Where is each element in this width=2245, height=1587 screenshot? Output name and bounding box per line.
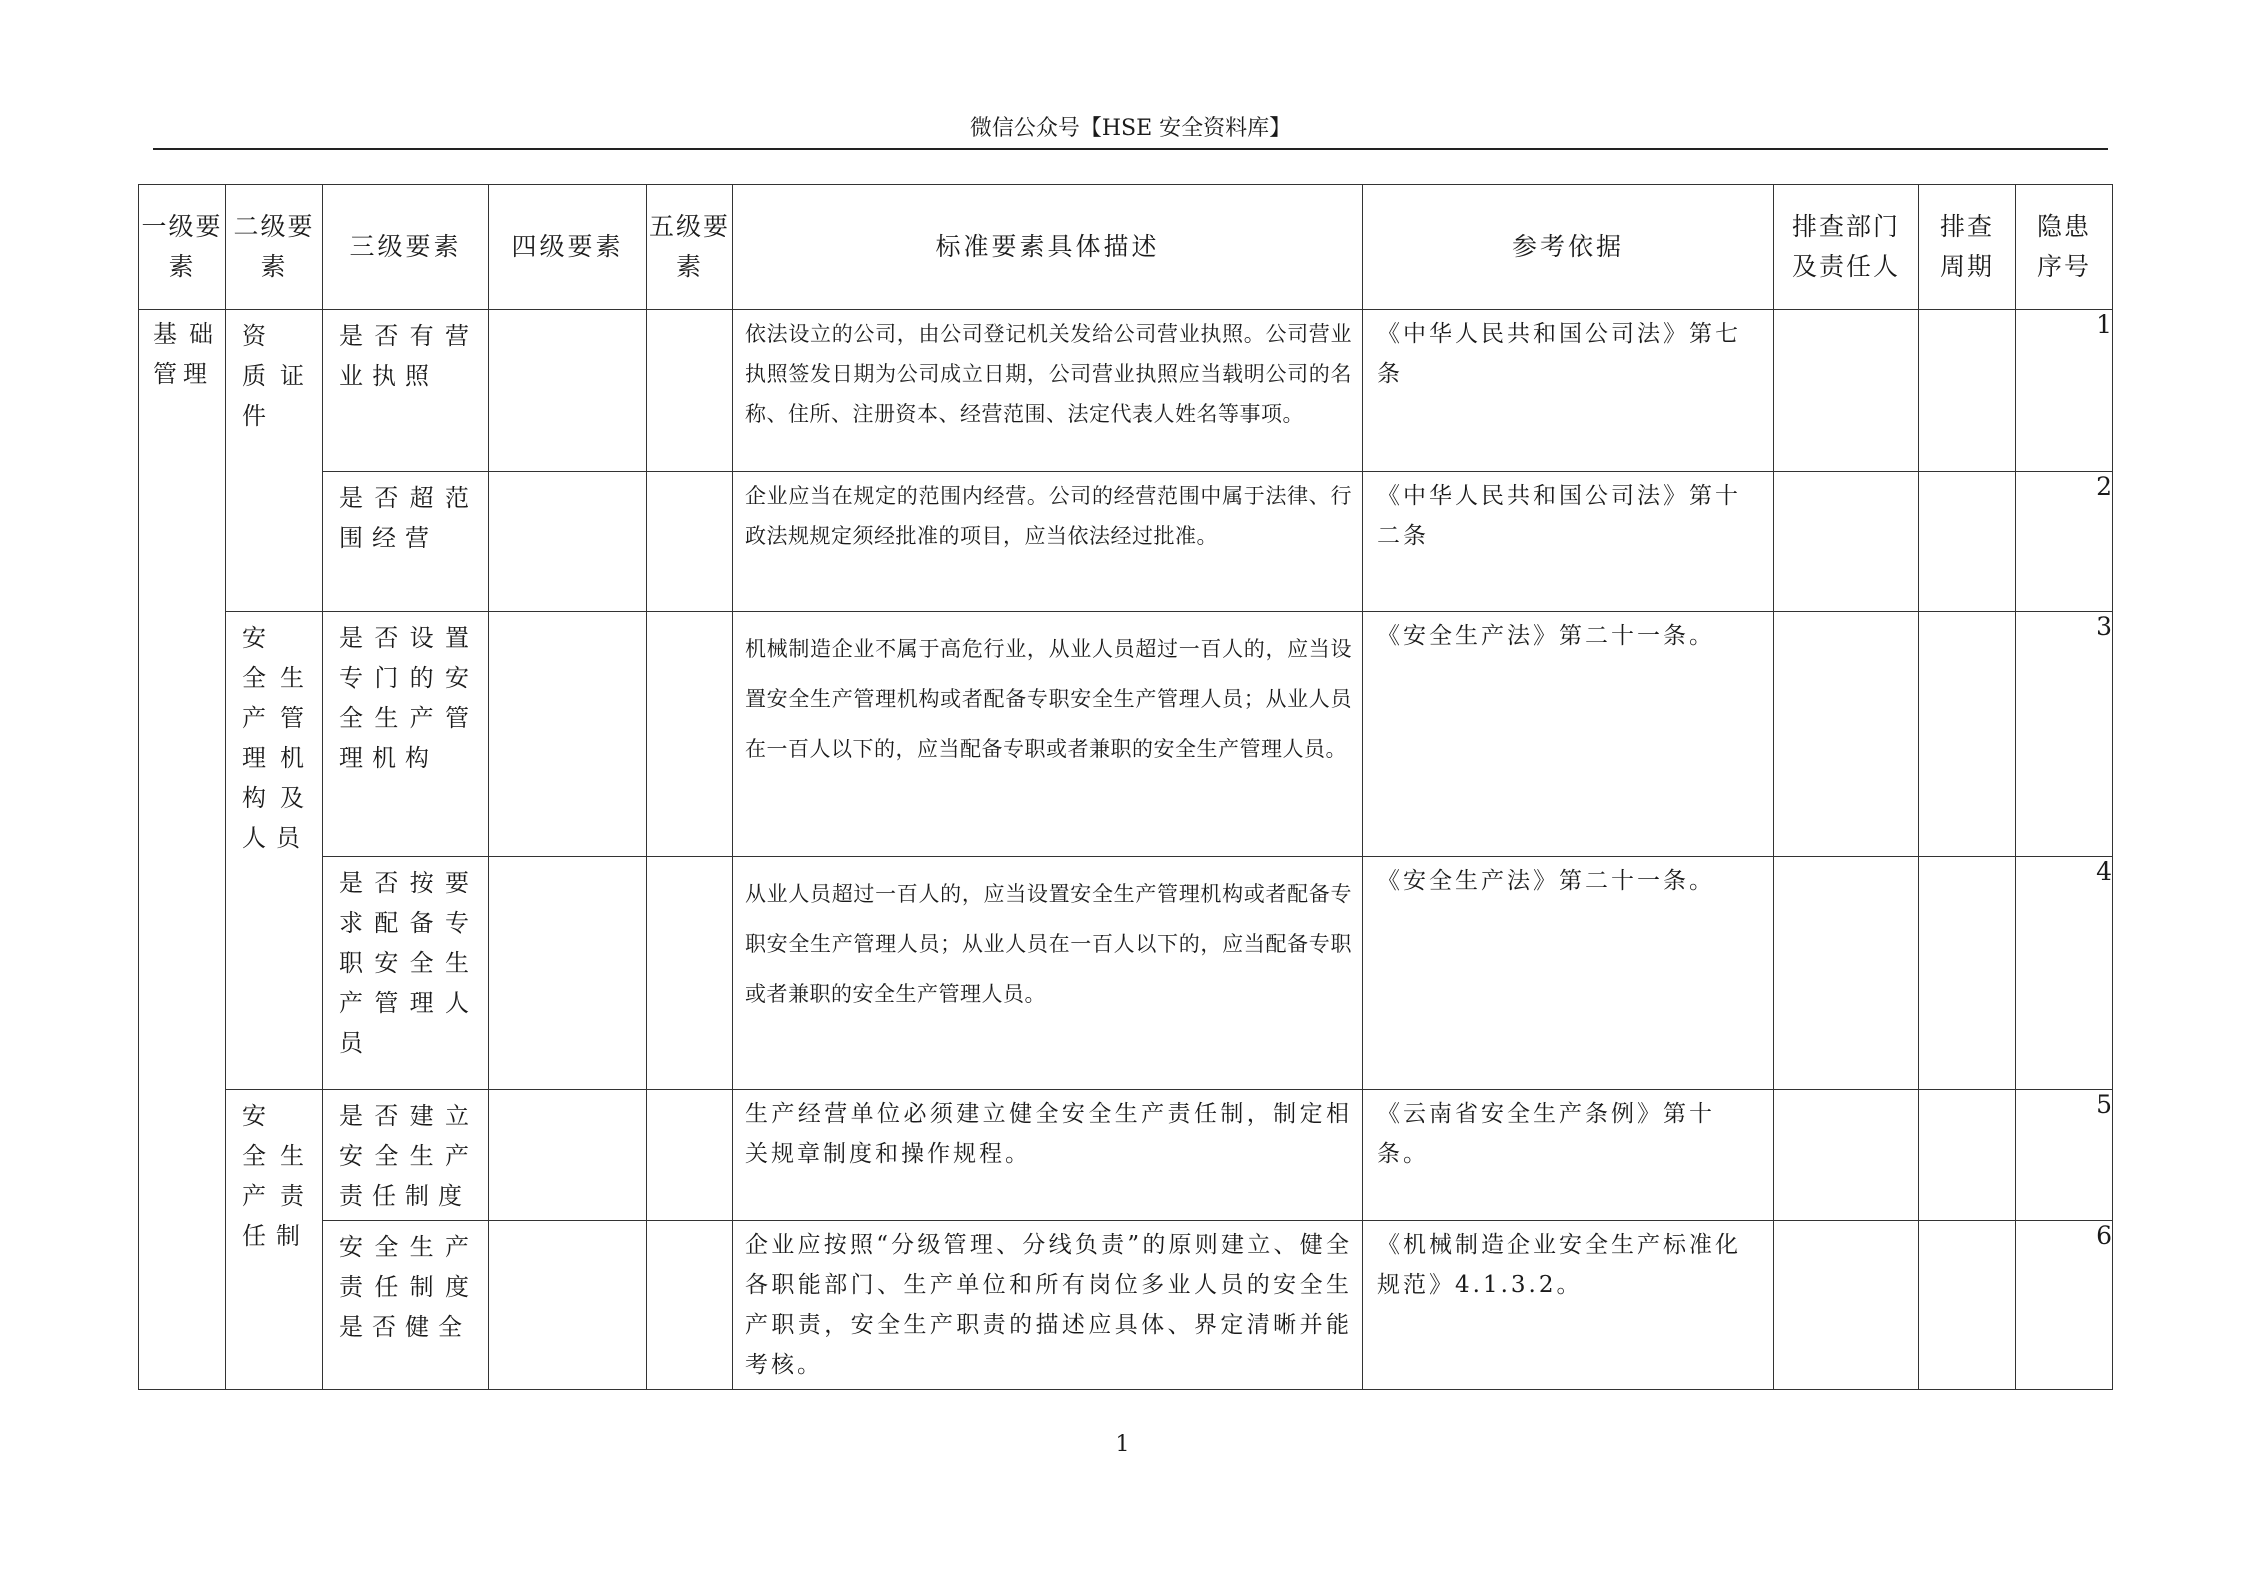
level3-cell xyxy=(323,612,489,857)
level5-cell xyxy=(647,1090,733,1221)
page-number: 1 xyxy=(1115,1432,1130,1457)
reference-text: 《云南省安全生产条例》第十条。 xyxy=(1377,1101,1715,1167)
header-description: 标准要素具体描述 xyxy=(733,185,1363,310)
level3-text: 是否建立安全生产责任制度 xyxy=(339,1102,478,1210)
level4-cell xyxy=(489,1221,647,1390)
level5-cell xyxy=(647,310,733,472)
inspection-table xyxy=(138,184,2113,1390)
level4-cell xyxy=(489,857,647,1090)
description-cell xyxy=(733,612,1363,857)
description-text: 企业应按照“分级管理、分线负责”的原则建立、健全各职能部门、生产单位和所有岗位多业人员的安全生产职责，安全生产职责的描述应具体、界定清晰并能考核。 xyxy=(745,1232,1352,1378)
level2-cell xyxy=(226,1090,323,1390)
level2-cell xyxy=(226,612,323,1090)
period-cell xyxy=(1919,472,2016,612)
header-rule xyxy=(153,148,2108,150)
header-reference: 参考依据 xyxy=(1363,185,1774,310)
description-cell xyxy=(733,1090,1363,1221)
page-header: 微信公众号【HSE 安全资料库】 xyxy=(969,116,1292,141)
description-cell xyxy=(733,1221,1363,1390)
reference-text: 《安全生产法》第二十一条。 xyxy=(1377,623,1715,649)
period-cell xyxy=(1919,857,2016,1090)
hazard-number: 1 xyxy=(2016,310,2113,472)
period-cell xyxy=(1919,612,2016,857)
level3-cell xyxy=(323,1221,489,1390)
reference-text: 《中华人民共和国公司法》第十二条 xyxy=(1377,483,1741,549)
level3-text: 是否按要求配备专职安全生产管理人员 xyxy=(339,869,478,1057)
level4-cell xyxy=(489,612,647,857)
level2-text: 安 全生 产责 任制 xyxy=(242,1102,314,1250)
hazard-number: 2 xyxy=(2016,472,2113,612)
level5-cell xyxy=(647,857,733,1090)
level1-text: 基础管理 xyxy=(153,320,219,388)
level2-cell xyxy=(226,310,323,612)
hazard-number: 3 xyxy=(2016,612,2113,857)
reference-text: 《安全生产法》第二十一条。 xyxy=(1377,868,1715,894)
description-text: 从业人员超过一百人的，应当设置安全生产管理机构或者配备专职安全生产管理人员；从业人员在一百人以下的，应当配备专职或者兼职的安全生产管理人员。 xyxy=(745,882,1352,1006)
period-cell xyxy=(1919,1221,2016,1390)
hazard-number: 5 xyxy=(2016,1090,2113,1221)
reference-text: 《中华人民共和国公司法》第七条 xyxy=(1377,321,1741,387)
period-cell xyxy=(1919,1090,2016,1221)
level2-text: 资 质证件 xyxy=(242,322,314,430)
level5-cell xyxy=(647,612,733,857)
dept-cell xyxy=(1774,1221,1919,1390)
level3-cell xyxy=(323,310,489,472)
description-cell xyxy=(733,472,1363,612)
description-cell xyxy=(733,857,1363,1090)
hazard-number: 6 xyxy=(2016,1221,2113,1390)
dept-cell xyxy=(1774,612,1919,857)
level3-cell xyxy=(323,857,489,1090)
level4-cell xyxy=(489,1090,647,1221)
reference-text: 《机械制造企业安全生产标准化规范》4.1.3.2。 xyxy=(1377,1232,1741,1298)
table-row xyxy=(139,1090,2113,1221)
period-cell xyxy=(1919,310,2016,472)
dept-cell xyxy=(1774,1090,1919,1221)
header-period: 排查周期 xyxy=(1919,185,2016,310)
level5-cell xyxy=(647,1221,733,1390)
header-level3: 三级要素 xyxy=(323,185,489,310)
hazard-number: 4 xyxy=(2016,857,2113,1090)
description-text: 生产经营单位必须建立健全安全生产责任制，制定相关规章制度和操作规程。 xyxy=(745,1101,1352,1167)
table-row xyxy=(139,472,2113,612)
table-row xyxy=(139,310,2113,472)
reference-cell xyxy=(1363,1221,1774,1390)
description-text: 企业应当在规定的范围内经营。公司的经营范围中属于法律、行政法规规定须经批准的项目，应当依法经过批准。 xyxy=(745,484,1352,548)
header-level1: 一级要素 xyxy=(139,185,226,310)
reference-cell xyxy=(1363,472,1774,612)
header-row xyxy=(139,185,2113,310)
table-row xyxy=(139,612,2113,857)
level3-cell xyxy=(323,1090,489,1221)
header-hazard-no: 隐患序号 xyxy=(2016,185,2113,310)
header-dept: 排查部门及责任人 xyxy=(1774,185,1919,310)
dept-cell xyxy=(1774,472,1919,612)
level2-text: 安 全生 产管 理机 构及 人员 xyxy=(242,624,314,852)
description-cell xyxy=(733,310,1363,472)
level5-cell xyxy=(647,472,733,612)
table-row xyxy=(139,1221,2113,1390)
level1-cell xyxy=(139,310,226,1390)
level3-text: 是否有营业执照 xyxy=(339,322,478,390)
level3-text: 是否超范围经营 xyxy=(339,484,478,552)
dept-cell xyxy=(1774,857,1919,1090)
table-row xyxy=(139,857,2113,1090)
reference-cell xyxy=(1363,310,1774,472)
level3-cell xyxy=(323,472,489,612)
level4-cell xyxy=(489,472,647,612)
description-text: 依法设立的公司，由公司登记机关发给公司营业执照。公司营业执照签发日期为公司成立日期，公司营业执照应当载明公司的名称、住所、注册资本、经营范围、法定代表人姓名等事项。 xyxy=(745,322,1352,426)
reference-cell xyxy=(1363,612,1774,857)
level4-cell xyxy=(489,310,647,472)
reference-cell xyxy=(1363,1090,1774,1221)
reference-cell xyxy=(1363,857,1774,1090)
header-level4: 四级要素 xyxy=(489,185,647,310)
level3-text: 安全生产责任制度是否健全 xyxy=(339,1233,478,1341)
description-text: 机械制造企业不属于高危行业，从业人员超过一百人的，应当设置安全生产管理机构或者配备专职安全生产管理人员；从业人员在一百人以下的，应当配备专职或者兼职的安全生产管理人员。 xyxy=(745,637,1352,761)
header-level5: 五级要素 xyxy=(647,185,733,310)
header-level2: 二级要素 xyxy=(226,185,323,310)
dept-cell xyxy=(1774,310,1919,472)
level3-text: 是否设置专门的安全生产管理机构 xyxy=(339,624,478,772)
